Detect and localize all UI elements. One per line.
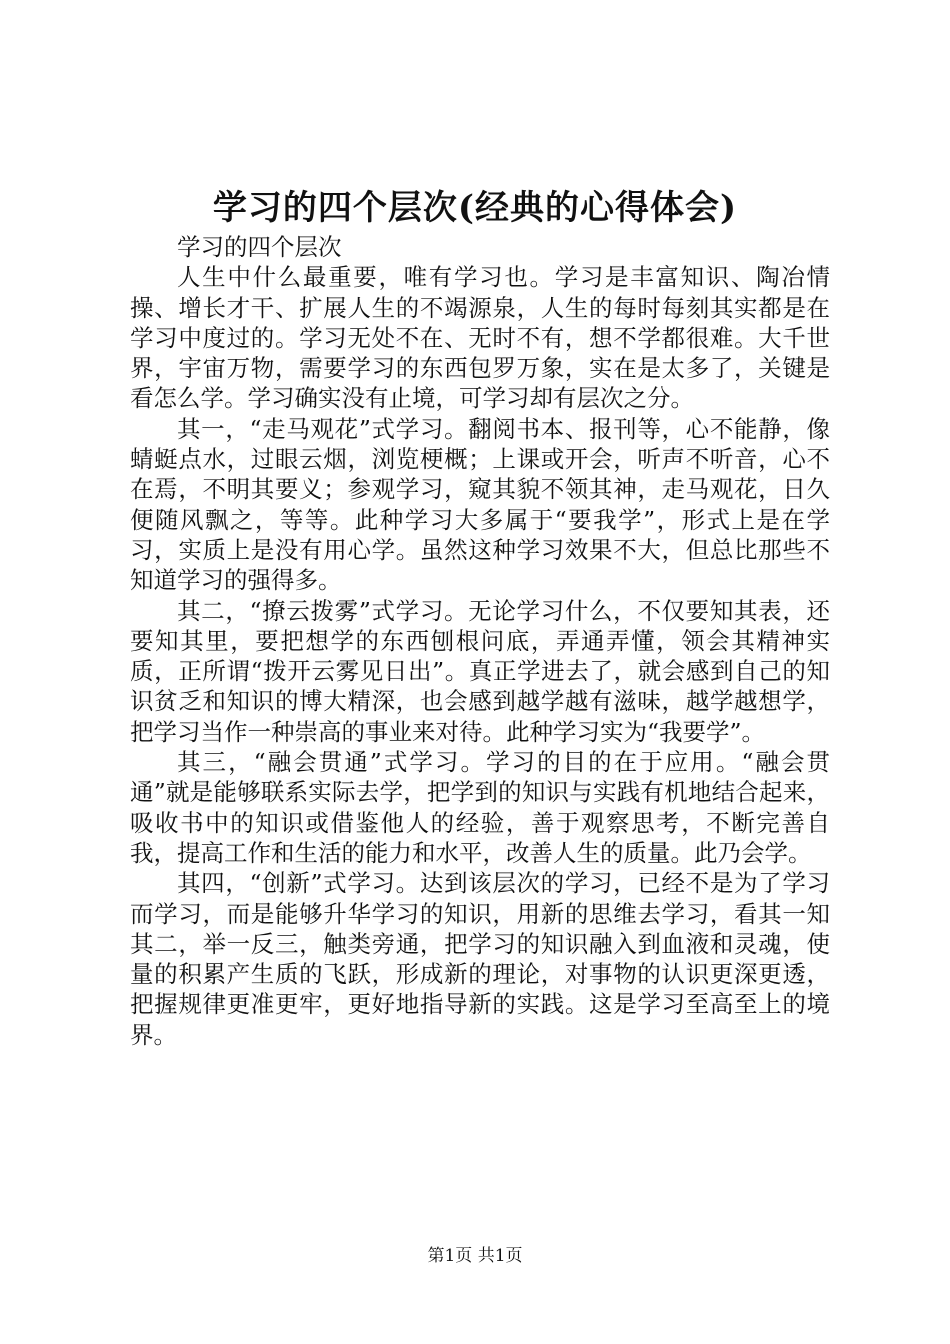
paragraph-level-two: 其二，“撩云拨雾”式学习。无论学习什么，不仅要知其表，还要知其里，要把想学的东西刨根问底，弄通弄懂，领会其精神实质，正所谓“拨开云雾见日出”。真正学进去了，就会感到自己的知识贫乏和知识的博大精深，也会感到越学越有滋味，越学越想学，把学习当作一种崇高的事业来对待。此种学习实为“我要学”。: [130, 596, 830, 746]
document-subtitle: 学习的四个层次: [177, 233, 342, 261]
paragraph-level-four: 其四，“创新”式学习。达到该层次的学习，已经不是为了学习而学习，而是能够升华学习的知识，用新的思维去学习，看其一知其二，举一反三，触类旁通，把学习的知识融入到血液和灵魂，使量的积累产生质的飞跃，形成新的理论，对事物的认识更深更透，把握规律更准更牢，更好地指导新的实践。这是学习至高至上的境界。: [130, 869, 830, 1049]
page-number-footer: 第1页 共1页: [427, 1246, 523, 1266]
document-title: 学习的四个层次(经典的心得体会): [212, 188, 738, 228]
paragraph-level-three: 其三，“融会贯通”式学习。学习的目的在于应用。“融会贯通”就是能够联系实际去学，把学到的知识与实践有机地结合起来，吸收书中的知识或借鉴他人的经验，善于观察思考，不断完善自我，提高工作和生活的能力和水平，改善人生的质量。此乃会学。: [130, 748, 830, 867]
paragraph-intro: 人生中什么最重要，唯有学习也。学习是丰富知识、陶冶情操、增长才干、扩展人生的不竭源泉，人生的每时每刻其实都是在学习中度过的。学习无处不在、无时不有，想不学都很难。大千世界，宇宙万物，需要学习的东西包罗万象，实在是太多了，关键是看怎么学。学习确实没有止境，可学习却有层次之分。: [130, 263, 830, 413]
paragraph-level-one: 其一，“走马观花”式学习。翻阅书本、报刊等，心不能静，像蜻蜓点水，过眼云烟，浏览梗概；上课或开会，听声不听音，心不在焉，不明其要义；参观学习，窥其貌不领其神，走马观花，日久便随风飘之，等等。此种学习大多属于“要我学”，形式上是在学习，实质上是没有用心学。虽然这种学习效果不大，但总比那些不知道学习的强得多。: [130, 414, 830, 595]
document-body: [130, 232, 830, 1050]
